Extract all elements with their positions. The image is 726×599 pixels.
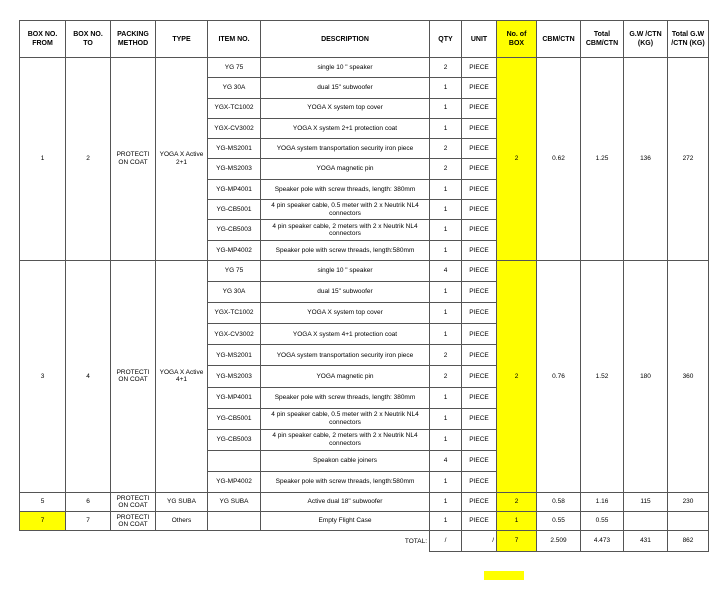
unit-cell: PIECE <box>462 220 497 240</box>
item-no-cell: YG-CB5003 <box>208 220 261 240</box>
item-no-cell: YG-MP4002 <box>208 240 261 260</box>
col-header-packing: PACKING METHOD <box>111 21 156 58</box>
description-cell: single 10 " speaker <box>261 260 430 281</box>
description-cell: YOGA magnetic pin <box>261 159 430 179</box>
total-gw-cell: 431 <box>624 531 668 552</box>
total-gw-cell: 230 <box>668 493 709 512</box>
description-cell: 4 pin speaker cable, 2 meters with 2 x Neutrik NL4 connectors <box>261 220 430 240</box>
table-row <box>20 512 709 531</box>
packing-cell: PROTECTI ON COAT <box>111 58 156 261</box>
item-no-cell: YG-MS2003 <box>208 159 261 179</box>
qty-cell: 2 <box>430 139 462 159</box>
qty-cell: 1 <box>430 471 462 492</box>
item-no-cell: YGX-TC1002 <box>208 303 261 324</box>
col-header-total-gw: Total G.W /CTN (KG) <box>668 21 709 58</box>
qty-cell: 1 <box>430 512 462 531</box>
unit-cell: PIECE <box>462 240 497 260</box>
item-no-cell: YGX-CV3002 <box>208 118 261 138</box>
item-no-cell: YG-MP4001 <box>208 179 261 199</box>
qty-cell: 1 <box>430 408 462 429</box>
qty-cell: 4 <box>430 450 462 471</box>
description-cell: Speaker pole with screw threads, length: 380mm <box>261 179 430 199</box>
qty-cell: 1 <box>430 118 462 138</box>
no-of-box-cell: 1 <box>497 512 537 531</box>
unit-cell: PIECE <box>462 200 497 220</box>
gw-cell: 180 <box>624 260 668 492</box>
total-cbm-cell: 0.55 <box>581 512 624 531</box>
type-cell: Others <box>156 512 208 531</box>
cbm-cell: 0.55 <box>537 512 581 531</box>
item-no-cell <box>208 450 261 471</box>
description-cell: 4 pin speaker cable, 0.5 meter with 2 x Neutrik NL4 connectors <box>261 408 430 429</box>
description-cell: YOGA X system 2+1 protection coat <box>261 118 430 138</box>
qty-cell: 1 <box>430 282 462 303</box>
col-header-cbm: CBM/CTN <box>537 21 581 58</box>
unit-cell: PIECE <box>462 387 497 408</box>
unit-cell: PIECE <box>462 408 497 429</box>
description-cell: Speaker pole with screw threads, length: 380mm <box>261 387 430 408</box>
total-gw-cell <box>668 512 709 531</box>
unit-cell: PIECE <box>462 260 497 281</box>
total-cbm-cell: 1.16 <box>581 493 624 512</box>
totals-row <box>20 531 709 552</box>
packing-cell: PROTECTI ON COAT <box>111 493 156 512</box>
total-total-gw-cell: 862 <box>668 531 709 552</box>
total-total-cbm-cell: 4.473 <box>581 531 624 552</box>
item-no-cell: YG-MS2001 <box>208 345 261 366</box>
qty-cell: 1 <box>430 493 462 512</box>
description-cell: Empty Flight Case <box>261 512 430 531</box>
description-cell: dual 15" subwoofer <box>261 78 430 98</box>
item-no-cell: YG 30A <box>208 78 261 98</box>
type-cell: YOGA X Active 2+1 <box>156 58 208 261</box>
unit-cell: PIECE <box>462 493 497 512</box>
qty-cell: 1 <box>430 220 462 240</box>
item-no-cell: YGX-CV3002 <box>208 324 261 345</box>
qty-cell: 2 <box>430 345 462 366</box>
col-header-no-of-box: No. of BOX <box>497 21 537 58</box>
description-cell: Speaker pole with screw threads, length:580mm <box>261 471 430 492</box>
description-cell: YOGA X system top cover <box>261 98 430 118</box>
total-label: TOTAL: <box>404 537 427 545</box>
total-unit-cell: / <box>462 531 497 552</box>
no-of-box-cell: 2 <box>497 260 537 492</box>
unit-cell: PIECE <box>462 471 497 492</box>
item-no-cell: YG-MP4002 <box>208 471 261 492</box>
no-of-box-cell: 2 <box>497 58 537 261</box>
total-cbm-cell: 1.25 <box>581 58 624 261</box>
qty-cell: 1 <box>430 200 462 220</box>
item-no-cell <box>208 512 261 531</box>
item-no-cell: YG-CB5003 <box>208 429 261 450</box>
box-from-cell: 5 <box>20 493 66 512</box>
description-cell: YOGA X system 4+1 protection coat <box>261 324 430 345</box>
unit-cell: PIECE <box>462 179 497 199</box>
packing-list-table <box>19 20 709 552</box>
box-to-cell: 2 <box>66 58 111 261</box>
unit-cell: PIECE <box>462 450 497 471</box>
qty-cell: 1 <box>430 303 462 324</box>
box-from-cell: 3 <box>20 260 66 492</box>
col-header-description: DESCRIPTION <box>261 21 430 58</box>
total-gw-cell: 360 <box>668 260 709 492</box>
cbm-cell: 0.58 <box>537 493 581 512</box>
item-no-cell: YG-CB5001 <box>208 200 261 220</box>
col-header-box-from: BOX NO. FROM <box>20 21 66 58</box>
item-no-cell: YG-MS2001 <box>208 139 261 159</box>
qty-cell: 2 <box>430 159 462 179</box>
description-cell: Speakon cable joiners <box>261 450 430 471</box>
unit-cell: PIECE <box>462 429 497 450</box>
unit-cell: PIECE <box>462 324 497 345</box>
box-from-cell: 1 <box>20 58 66 261</box>
unit-cell: PIECE <box>462 366 497 387</box>
qty-cell: 2 <box>430 366 462 387</box>
total-boxes-cell: 7 <box>497 531 537 552</box>
highlight-tail <box>484 571 524 580</box>
total-cbm-cell: 1.52 <box>581 260 624 492</box>
col-header-gw: G.W /CTN (KG) <box>624 21 668 58</box>
description-cell: single 10 " speaker <box>261 58 430 78</box>
unit-cell: PIECE <box>462 159 497 179</box>
description-cell: YOGA system transportation security iron piece <box>261 345 430 366</box>
gw-cell: 115 <box>624 493 668 512</box>
qty-cell: 1 <box>430 324 462 345</box>
total-cbm-per-ctn-cell: 2.509 <box>537 531 581 552</box>
qty-cell: 1 <box>430 98 462 118</box>
box-to-cell: 4 <box>66 260 111 492</box>
qty-cell: 1 <box>430 179 462 199</box>
cbm-cell: 0.76 <box>537 260 581 492</box>
item-no-cell: YG-CB5001 <box>208 408 261 429</box>
col-header-box-to: BOX NO. TO <box>66 21 111 58</box>
item-no-cell: YGX-TC1002 <box>208 98 261 118</box>
unit-cell: PIECE <box>462 139 497 159</box>
item-no-cell: YG 30A <box>208 282 261 303</box>
col-header-item-no: ITEM NO. <box>208 21 261 58</box>
description-cell: dual 15" subwoofer <box>261 282 430 303</box>
total-qty-cell: / <box>430 531 462 552</box>
gw-cell: 136 <box>624 58 668 261</box>
gw-cell <box>624 512 668 531</box>
no-of-box-cell: 2 <box>497 493 537 512</box>
col-header-unit: UNIT <box>462 21 497 58</box>
description-cell: YOGA magnetic pin <box>261 366 430 387</box>
header-row <box>20 21 709 58</box>
table-row <box>20 58 709 78</box>
packing-cell: PROTECTI ON COAT <box>111 260 156 492</box>
qty-cell: 4 <box>430 260 462 281</box>
description-cell: YOGA system transportation security iron piece <box>261 139 430 159</box>
unit-cell: PIECE <box>462 58 497 78</box>
qty-cell: 2 <box>430 58 462 78</box>
description-cell: 4 pin speaker cable, 2 meters with 2 x Neutrik NL4 connectors <box>261 429 430 450</box>
description-cell: YOGA X system top cover <box>261 303 430 324</box>
unit-cell: PIECE <box>462 98 497 118</box>
unit-cell: PIECE <box>462 118 497 138</box>
item-no-cell: YG SUBA <box>208 493 261 512</box>
unit-cell: PIECE <box>462 282 497 303</box>
item-no-cell: YG 75 <box>208 260 261 281</box>
packing-cell: PROTECTI ON COAT <box>111 512 156 531</box>
box-from-cell: 7 <box>20 512 66 531</box>
unit-cell: PIECE <box>462 303 497 324</box>
qty-cell: 1 <box>430 387 462 408</box>
description-cell: 4 pin speaker cable, 0.5 meter with 2 x Neutrik NL4 connectors <box>261 200 430 220</box>
qty-cell: 1 <box>430 240 462 260</box>
box-to-cell: 6 <box>66 493 111 512</box>
description-cell: Active dual 18" subwoofer <box>261 493 430 512</box>
unit-cell: PIECE <box>462 512 497 531</box>
col-header-qty: QTY <box>430 21 462 58</box>
qty-cell: 1 <box>430 78 462 98</box>
item-no-cell: YG-MS2003 <box>208 366 261 387</box>
unit-cell: PIECE <box>462 345 497 366</box>
col-header-total-cbm: Total CBM/CTN <box>581 21 624 58</box>
type-cell: YOGA X Active 4+1 <box>156 260 208 492</box>
item-no-cell: YG-MP4001 <box>208 387 261 408</box>
unit-cell: PIECE <box>462 78 497 98</box>
item-no-cell: YG 75 <box>208 58 261 78</box>
type-cell: YG SUBA <box>156 493 208 512</box>
box-to-cell: 7 <box>66 512 111 531</box>
col-header-type: TYPE <box>156 21 208 58</box>
total-gw-cell: 272 <box>668 58 709 261</box>
qty-cell: 1 <box>430 429 462 450</box>
table-row <box>20 493 709 512</box>
table-row <box>20 260 709 281</box>
description-cell: Speaker pole with screw threads, length:580mm <box>261 240 430 260</box>
cbm-cell: 0.62 <box>537 58 581 261</box>
